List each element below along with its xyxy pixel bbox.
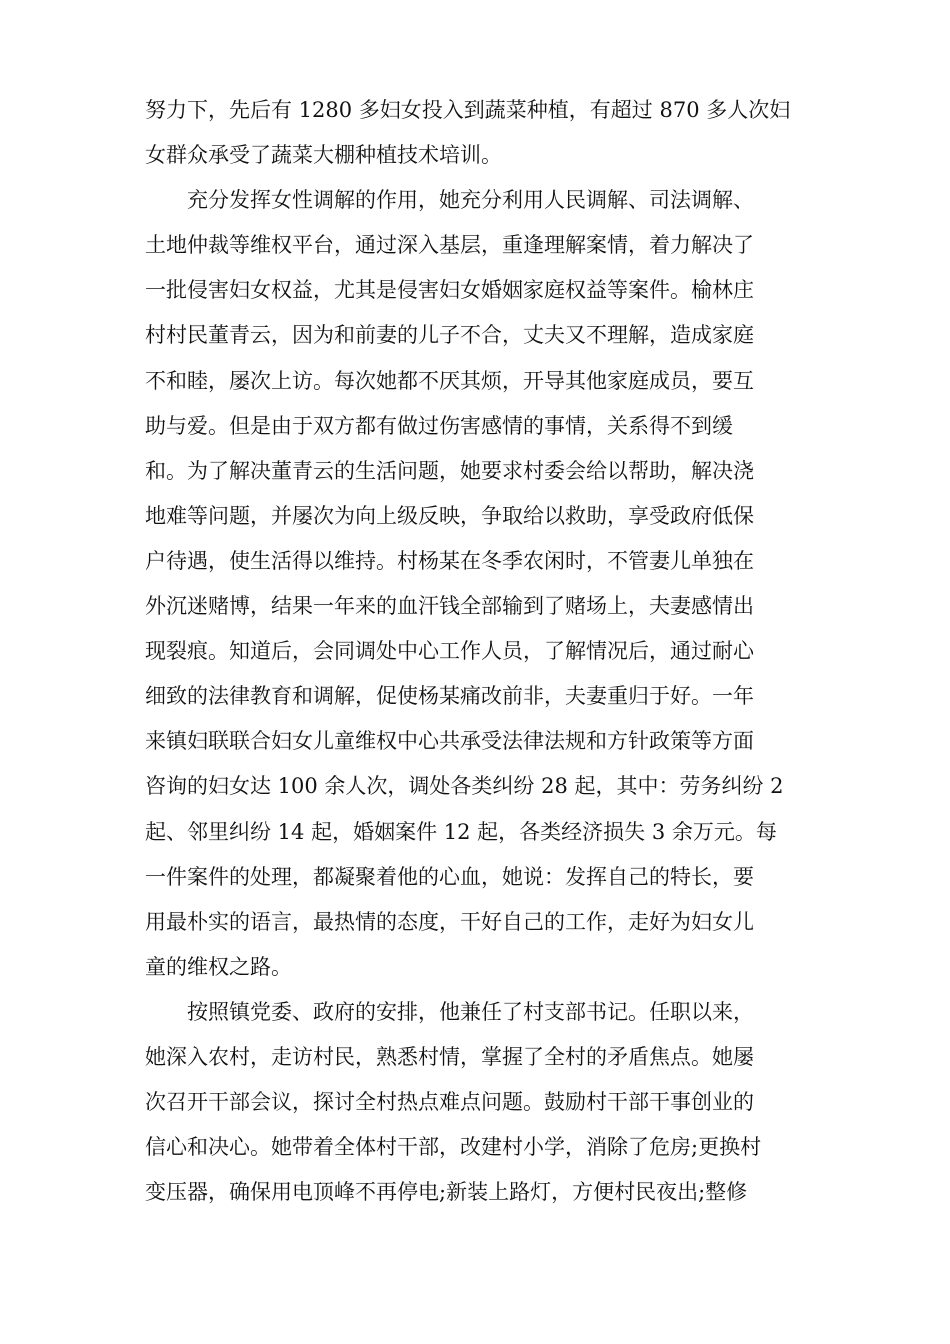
text-line: 细致的法律教育和调解，促使杨某痛改前非，夫妻重归于好。一年 [145,684,754,709]
document-body [145,88,805,1215]
text-line: 充分发挥女性调解的作用，她充分利用人民调解、司法调解、 [145,188,754,213]
text-line: 起、邻里纠纷 14 起，婚姻案件 12 起，各类经济损失 3 余万元。每 [145,819,777,844]
text-line: 咨询的妇女达 100 余人次，调处各类纠纷 28 起，其中：劳务纠纷 2 [145,774,784,799]
text-line: 用最朴实的语言，最热情的态度，干好自己的工作，走好为妇女儿 [145,909,754,934]
text-line: 助与爱。但是由于双方都有做过伤害感情的事情，关系得不到缓 [145,413,733,438]
text-line: 努力下，先后有 1280 多妇女投入到蔬菜种植，有超过 870 多人次妇 [145,98,791,122]
text-line: 和。为了解决董青云的生活问题，她要求村委会给以帮助，解决浇 [145,458,754,483]
text-line: 女群众承受了蔬菜大棚种植技术培训。 [145,143,502,168]
text-line: 她深入农村，走访村民，熟悉村情，掌握了全村的矛盾焦点。她屡 [145,1044,754,1069]
text-line: 变压器，确保用电顶峰不再停电;新装上路灯，方便村民夜出;整修 [145,1180,748,1205]
text-line: 童的维权之路。 [145,954,292,979]
text-line: 土地仲裁等维权平台，通过深入基层，重逢理解案情，着力解决了 [145,233,754,258]
text-line: 次召开干部会议，探讨全村热点难点问题。鼓励村干部干事创业的 [145,1090,754,1115]
text-line: 一件案件的处理，都凝聚着他的心血，她说：发挥自己的特长，要 [145,864,754,889]
text-line: 不和睦，屡次上访。每次她都不厌其烦，开导其他家庭成员，要互 [145,368,754,393]
text-line: 现裂痕。知道后，会同调处中心工作人员，了解情况后，通过耐心 [145,639,754,664]
text-line: 外沉迷赌博，结果一年来的血汗钱全部输到了赌场上，夫妻感情出 [145,594,754,619]
text-line: 户待遇，使生活得以维持。村杨某在冬季农闲时，不管妻儿单独在 [145,548,754,573]
text-line: 一批侵害妇女权益，尤其是侵害妇女婚姻家庭权益等案件。榆林庄 [145,278,754,303]
text-line: 来镇妇联联合妇女儿童维权中心共承受法律法规和方针政策等方面 [145,729,754,754]
text-line: 地难等问题，并屡次为向上级反映，争取给以救助，享受政府低保 [145,503,754,528]
text-line: 信心和决心。她带着全体村干部，改建村小学，消除了危房;更换村 [145,1135,762,1160]
text-line: 按照镇党委、政府的安排，他兼任了村支部书记。任职以来， [145,999,754,1024]
text-line: 村村民董青云，因为和前妻的儿子不合，丈夫又不理解，造成家庭 [145,323,754,348]
